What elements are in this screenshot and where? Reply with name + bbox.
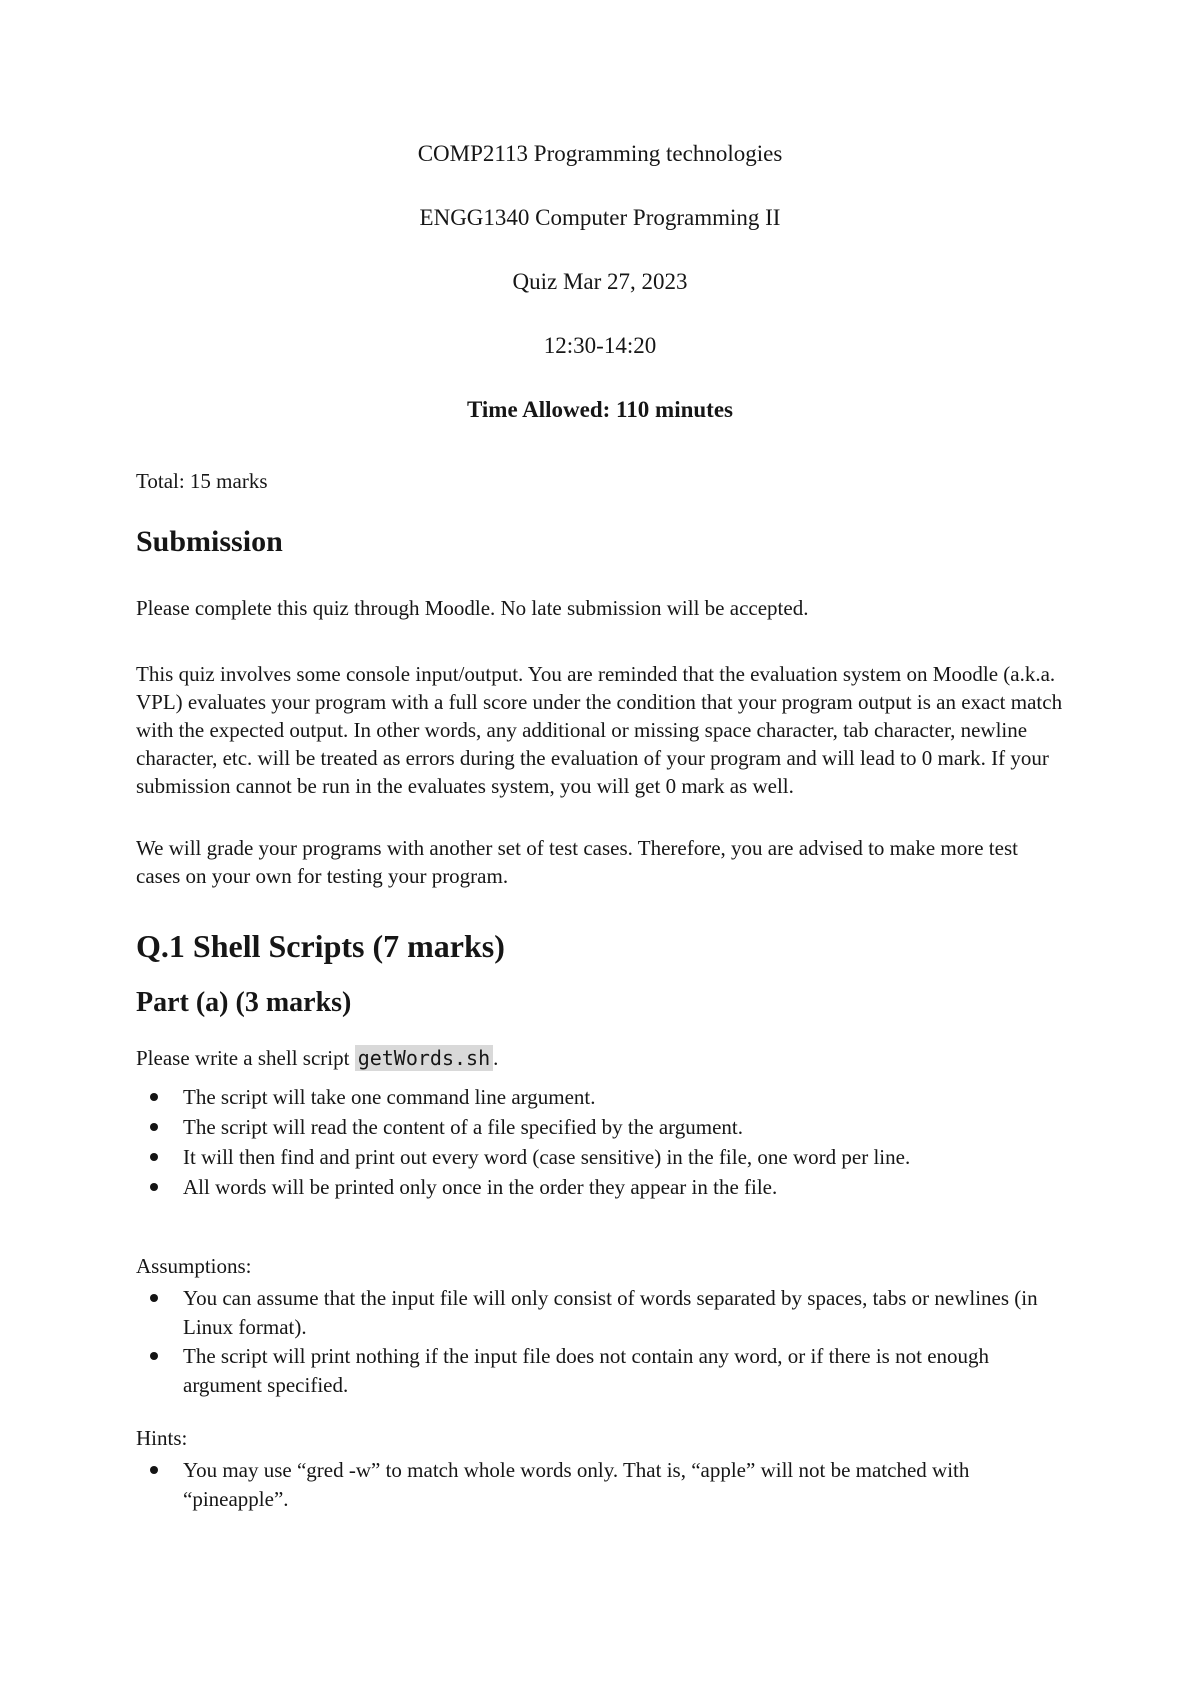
list-item: It will then find and print out every word (case sensitive) in the file, one word per line. xyxy=(136,1142,1064,1172)
q1-requirements-list xyxy=(136,1082,1064,1202)
assumptions-label: Assumptions: xyxy=(136,1254,252,1278)
course-title-engg1340: ENGG1340 Computer Programming II xyxy=(419,205,781,230)
submission-paragraph-3: We will grade your programs with another set of test cases. Therefore, you are advised to make more test cases on your own for testing your program. xyxy=(136,836,1018,888)
submission-heading: Submission xyxy=(136,525,283,558)
q1-part-a-heading: Part (a) (3 marks) xyxy=(136,987,352,1018)
hints-label: Hints: xyxy=(136,1426,188,1450)
submission-paragraph-2: This quiz involves some console input/output. You are reminded that the evaluation system on Moodle (a.k.a. VPL) evaluates your program with a full score under the condition that your program output is an exact match with the expected output. In other words, any additional or missing space character, tab character, newline character, etc. will be treated as errors during the evaluation of your program and will lead to 0 mark. If your submission cannot be run in the evaluates system, you will get 0 mark as well. xyxy=(136,662,1063,798)
quiz-time: 12:30-14:20 xyxy=(543,333,657,358)
q1-part-a-intro xyxy=(136,1044,1064,1072)
time-allowed: Time Allowed: 110 minutes xyxy=(466,397,733,422)
intro-text-suffix: . xyxy=(493,1046,499,1070)
intro-text-prefix: Please write a shell script xyxy=(136,1046,355,1070)
q1-heading: Q.1 Shell Scripts (7 marks) xyxy=(136,928,505,964)
total-marks: Total: 15 marks xyxy=(136,469,268,493)
inline-code-getwords-sh: getWords.sh xyxy=(355,1045,493,1071)
list-item: The script will read the content of a file specified by the argument. xyxy=(136,1112,1064,1142)
list-item: You may use “gred -w” to match whole words only. That is, “apple” will not be matched with “pineapple”. xyxy=(136,1456,1064,1514)
list-item: The script will take one command line argument. xyxy=(136,1082,1064,1112)
list-item: The script will print nothing if the input file does not contain any word, or if there is not enough argument specified. xyxy=(136,1342,1064,1400)
course-title-comp2113: COMP2113 Programming technologies xyxy=(417,141,783,166)
quiz-date: Quiz Mar 27, 2023 xyxy=(512,269,688,294)
list-item: All words will be printed only once in the order they appear in the file. xyxy=(136,1172,1064,1202)
list-item: You can assume that the input file will only consist of words separated by spaces, tabs or newlines (in Linux format). xyxy=(136,1284,1064,1342)
submission-paragraph-1: Please complete this quiz through Moodle. No late submission will be accepted. xyxy=(136,596,809,620)
assumptions-list xyxy=(136,1284,1064,1400)
hints-list xyxy=(136,1456,1064,1514)
document-header xyxy=(136,140,1064,424)
